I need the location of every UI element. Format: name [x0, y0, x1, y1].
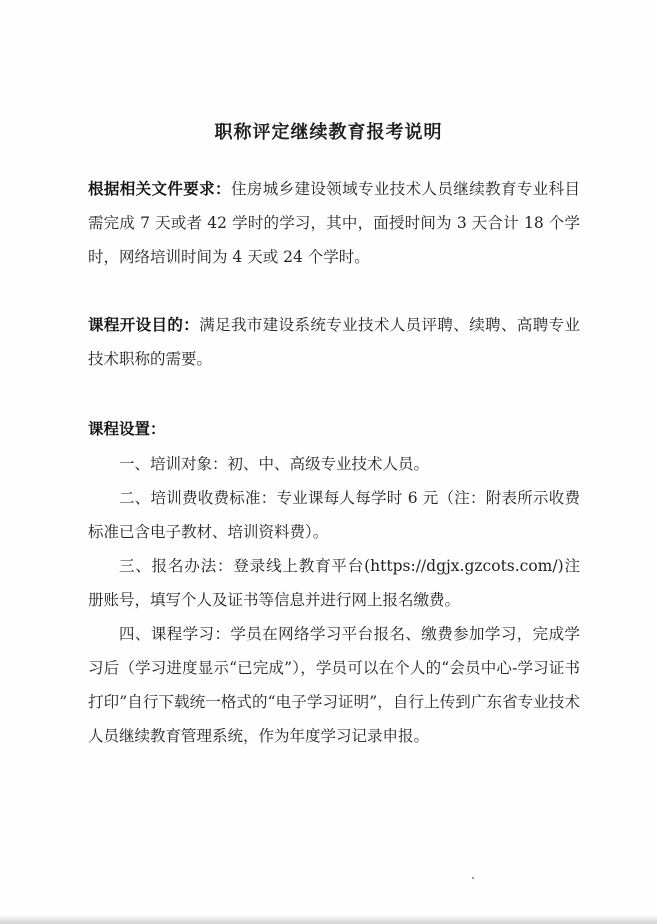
- document-title: 职称评定继续教育报考说明: [214, 122, 443, 143]
- course-item-fee-standard: 二、培训费收费标准：专业课每人每学时 6 元（注：附表所示收费标准已含电子教材、培训资料费）。: [88, 489, 580, 541]
- course-item-study: 四、课程学习：学员在网络学习平台报名、缴费参加学习，完成学习后（学习进度显示“已完成”），学员可以在个人的“会员中心-学习证书打印”自行下载统一格式的“电子学习证明”，自行上传到广东省专业技术人员继续教育管理系统，作为年度学习记录申报。: [88, 625, 580, 745]
- scan-speck: [472, 877, 474, 879]
- page-bottom-edge: [0, 916, 657, 924]
- requirements-label: 根据相关文件要求：: [88, 179, 231, 198]
- requirements-text: 住房城乡建设领域专业技术人员继续教育专业科目需完成 7 天或者 42 学时的学习，其中，面授时间为 3 天合计 18 个学时，网络培训时间为 4 天或 24 个学时。: [88, 180, 580, 266]
- course-setup-label: 课程设置：: [88, 419, 166, 438]
- purpose-paragraph: [88, 308, 580, 376]
- course-setup-heading: [88, 412, 580, 446]
- course-item-training-target: 一、培训对象：初、中、高级专业技术人员。: [119, 455, 430, 473]
- course-item-registration: 三、报名办法：登录线上教育平台(https://dgjx.gzcots.com/)注册账号，填写个人及证书等信息并进行网上报名缴费。: [88, 557, 580, 609]
- purpose-text: 满足我市建设系统专业技术人员评聘、续聘、高聘专业技术职称的需要。: [88, 316, 580, 368]
- purpose-label: 课程开设目的：: [88, 315, 200, 334]
- requirements-paragraph: [88, 172, 580, 274]
